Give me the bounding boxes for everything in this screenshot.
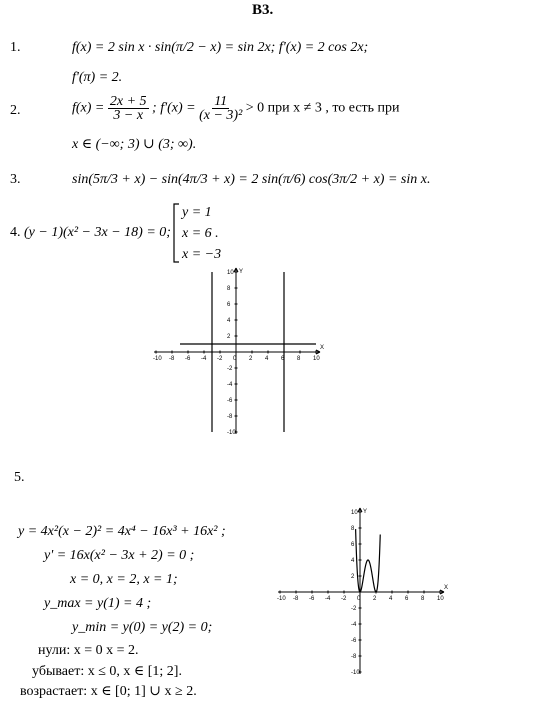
y-tick-label: -10 bbox=[227, 430, 236, 436]
problem-1-line-2: f'(π) = 2. bbox=[72, 70, 123, 85]
problem-2-fraction-1 bbox=[108, 95, 149, 122]
problem-4-system bbox=[182, 202, 221, 265]
problem-1-line-1: f(x) = 2 sin x · sin(π/2 − x) = sin 2x; f'(x) = 2 cos 2x; bbox=[72, 40, 369, 55]
y-tick-label: 4 bbox=[227, 318, 231, 324]
x-axis-label: X bbox=[320, 345, 325, 351]
y-axis-label: Y bbox=[363, 509, 368, 515]
problem-5-line-8: возрастает: x ∈ [0; 1] ∪ x ≥ 2. bbox=[20, 684, 197, 699]
problem-4-equation: (y − 1)(x² − 3x − 18) = 0; bbox=[24, 225, 171, 240]
x-tick-label: -4 bbox=[325, 596, 331, 602]
y-tick-label: -6 bbox=[351, 638, 357, 644]
y-tick-label: -10 bbox=[351, 670, 360, 676]
y-axis-label: Y bbox=[239, 269, 244, 275]
problem-2-fraction-2 bbox=[199, 95, 242, 122]
x-tick-label: 4 bbox=[265, 356, 269, 362]
problem-1-number: 1. bbox=[10, 40, 21, 55]
problem-5-line-5: y_min = y(0) = y(2) = 0; bbox=[72, 620, 213, 635]
problem-3-line-1: sin(5π/3 + x) − sin(4π/3 + x) = 2 sin(π/6) cos(3π/2 + x) = sin x. bbox=[72, 172, 431, 187]
x-tick-label: -4 bbox=[201, 356, 207, 362]
problem-2-f-label: f(x) = bbox=[72, 100, 105, 116]
x-tick-label: 6 bbox=[405, 596, 409, 602]
y-tick-label: -4 bbox=[227, 382, 233, 388]
x-tick-label: -8 bbox=[169, 356, 175, 362]
system-bracket bbox=[172, 203, 180, 263]
fraction-1-numerator: 2x + 5 bbox=[109, 94, 147, 109]
problem-3-number: 3. bbox=[10, 172, 21, 187]
problem-5-line-2: y' = 16x(x² − 3x + 2) = 0 ; bbox=[44, 548, 195, 563]
problem-5-line-1: y = 4x²(x − 2)² = 4x⁴ − 16x³ + 16x² ; bbox=[18, 524, 226, 539]
system-line-2: x = 6 . bbox=[182, 226, 219, 241]
problem-2-line-1 bbox=[72, 95, 400, 122]
problem-5-line-4: y_max = y(1) = 4 ; bbox=[44, 596, 152, 611]
graph-1 bbox=[150, 269, 325, 452]
x-tick-label: 0 bbox=[233, 356, 237, 362]
x-tick-label: 8 bbox=[421, 596, 425, 602]
x-tick-label: -10 bbox=[277, 596, 286, 602]
y-tick-label: -8 bbox=[227, 414, 233, 420]
y-tick-label: 2 bbox=[351, 574, 355, 580]
x-tick-label: 2 bbox=[249, 356, 253, 362]
y-tick-label: -2 bbox=[351, 606, 357, 612]
fraction-2-denominator: (x − 3)² bbox=[199, 108, 243, 123]
x-tick-label: -6 bbox=[309, 596, 315, 602]
y-tick-label: 10 bbox=[351, 510, 358, 516]
x-tick-label: 6 bbox=[281, 356, 285, 362]
x-tick-label: -8 bbox=[293, 596, 299, 602]
function-curve bbox=[356, 529, 381, 592]
y-tick-label: -2 bbox=[227, 366, 233, 372]
x-tick-label: 2 bbox=[373, 596, 377, 602]
y-tick-label: 6 bbox=[227, 302, 231, 308]
y-tick-label: 4 bbox=[351, 558, 355, 564]
x-tick-label: 10 bbox=[313, 356, 320, 362]
x-tick-label: -6 bbox=[185, 356, 191, 362]
system-line-1: y = 1 bbox=[182, 205, 212, 220]
x-tick-label: 0 bbox=[357, 596, 361, 602]
problem-4-number: 4. bbox=[10, 225, 21, 240]
problem-5-line-7: убывает: x ≤ 0, x ∈ [1; 2]. bbox=[32, 664, 182, 679]
x-tick-label: -10 bbox=[153, 356, 162, 362]
problem-5-line-6: нули: x = 0 x = 2. bbox=[38, 643, 139, 658]
y-tick-label: 10 bbox=[227, 270, 234, 276]
x-tick-label: 4 bbox=[389, 596, 393, 602]
problem-4-equation-row bbox=[10, 225, 171, 241]
x-tick-label: -2 bbox=[217, 356, 223, 362]
fraction-1-denominator: 3 − x bbox=[113, 108, 144, 123]
y-tick-label: -4 bbox=[351, 622, 357, 628]
y-tick-label: 6 bbox=[351, 542, 355, 548]
problem-2-condition: > 0 при x ≠ 3 , то есть при bbox=[245, 100, 400, 116]
problem-5-number: 5. bbox=[14, 470, 25, 485]
fraction-2-numerator: 11 bbox=[214, 94, 228, 109]
y-tick-label: 2 bbox=[227, 334, 231, 340]
problem-2-derivative-label: ; f'(x) = bbox=[152, 100, 196, 116]
page-title: В3. bbox=[252, 2, 274, 18]
x-tick-label: 8 bbox=[297, 356, 301, 362]
x-tick-label: 10 bbox=[437, 596, 444, 602]
y-tick-label: 8 bbox=[227, 286, 231, 292]
problem-2-line-2: x ∈ (−∞; 3) ∪ (3; ∞). bbox=[72, 137, 197, 152]
system-line-3: x = −3 bbox=[182, 247, 222, 262]
problem-5-line-3: x = 0, x = 2, x = 1; bbox=[70, 572, 178, 587]
x-axis-label: X bbox=[444, 585, 449, 591]
y-tick-label: -8 bbox=[351, 654, 357, 660]
graph-2 bbox=[274, 509, 449, 692]
y-tick-label: 8 bbox=[351, 526, 355, 532]
y-tick-label: -6 bbox=[227, 398, 233, 404]
x-tick-label: -2 bbox=[341, 596, 347, 602]
problem-2-number: 2. bbox=[10, 103, 21, 118]
